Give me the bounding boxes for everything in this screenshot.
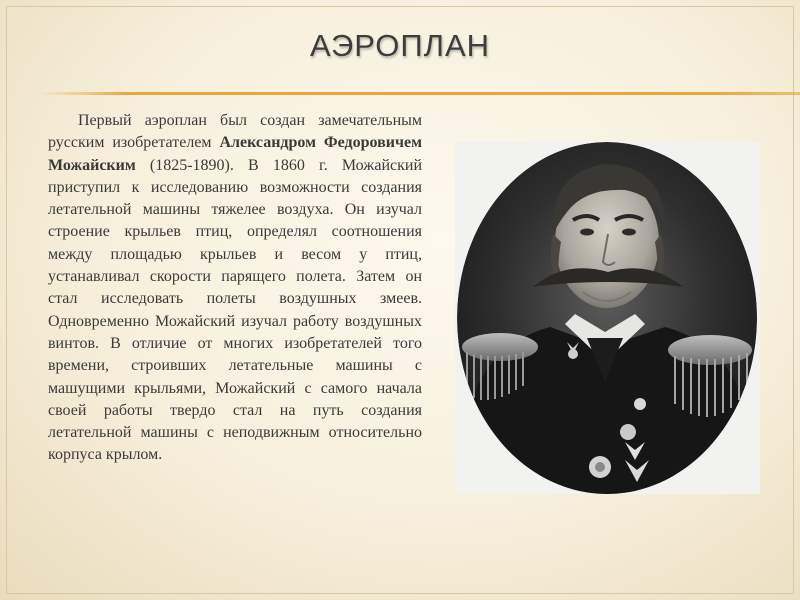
inventor-name: Александром Федоровичем Можайским xyxy=(48,134,422,174)
paragraph-intro: Первый аэроплан был создан замечательным русским изобретателем xyxy=(48,112,422,152)
paragraph-rest: (1825-1890). В 1860 г. Можайский приступил к исследованию возможности создания летательной машины тяжелее воздуха. Он изучал строение крыльев птиц, определял соотношения между площадью крыльев и весом у птиц, устанавливал скорости парящего полета. Затем он стал исследовать полеты воздушных змеев. Одновременно Можайский изучал работу воздушных винтов. В отличие от многих изобретателей того времени, строивших летательные машины с машущими крыльями, Можайский с самого начала своей работы твердо стал на путь создания летательной машины с неподвижным относительно корпуса крылом. xyxy=(48,156,422,464)
slide-title: АЭРОПЛАН xyxy=(309,28,491,63)
portrait-photo xyxy=(455,142,760,494)
portrait-image xyxy=(455,142,760,494)
body-paragraph xyxy=(48,110,422,467)
title-divider xyxy=(40,92,800,95)
